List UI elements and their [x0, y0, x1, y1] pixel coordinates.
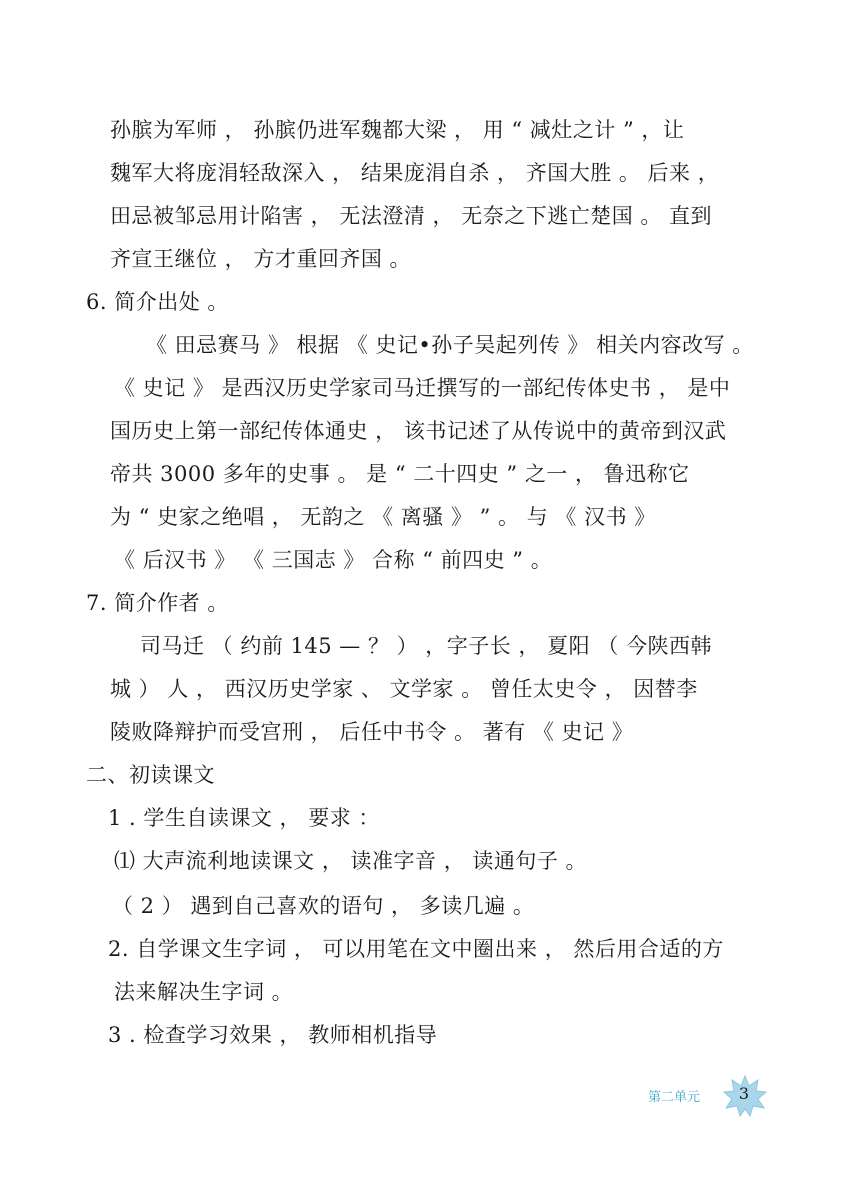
text-line: 2. 自学课文生字词 ， 可以用笔在文中圈出来 ， 然后用合适的方	[108, 937, 724, 961]
text-line: 《 田忌赛马 》 根据 《 史记•孙子吴起列传 》 相关内容改写 。	[146, 333, 754, 357]
text-line: （ 2 ） 遇到自己喜欢的语句 ， 多读几遍 。	[112, 894, 535, 918]
text-line: 孙膑为军师 ， 孙膑仍进军魏都大梁 ， 用 “ 减灶之计 ” ，让	[110, 118, 685, 142]
unit-label: 第二单元	[648, 1090, 701, 1105]
page-number: 3	[738, 1084, 750, 1103]
text-line: 帝共 3000 多年的史事 。 是 “ 二十四史 ” 之一 ， 鲁迅称它	[110, 462, 690, 486]
text-line: 3 . 检查学习效果 ， 教师相机指导	[108, 1023, 438, 1047]
section-item-6: 6. 简介出处 。	[86, 290, 229, 314]
text-line: 《 史记 》 是西汉历史学家司马迁撰写的一部纪传体史书 ， 是中	[114, 376, 731, 400]
text-line: 国历史上第一部纪传体通史 ， 该书记述了从传说中的黄帝到汉武	[110, 419, 727, 443]
text-line: 法来解决生字词 。	[114, 980, 294, 1004]
text-line: ⑴ 大声流利地读课文 ， 读准字音 ， 读通句子 。	[114, 849, 588, 873]
text-line: 为 “ 史家之绝唱 ， 无韵之 《 离骚 》 ” 。 与 《 汉书 》	[110, 505, 656, 529]
text-line: 城 ） 人 ， 西汉历史学家 、 文学家 。 曾任太史令 ， 因替李	[110, 677, 698, 701]
text-line: 陵败降辩护而受宫刑 ， 后任中书令 。 著有 《 史记 》	[110, 720, 634, 744]
text-line: 司马迁 （ 约前 145 — ？ ） ，字子长 ， 夏阳 （ 今陕西韩	[140, 634, 713, 658]
text-line: 田忌被邹忌用计陷害 ， 无法澄清 ， 无奈之下逃亡楚国 。 直到	[110, 204, 713, 228]
section-item-7: 7. 简介作者 。	[86, 591, 229, 615]
text-line: 齐宣王继位 ， 方才重回齐国 。	[110, 247, 412, 271]
text-line: 魏军大将庞涓轻敌深入 ， 结果庞涓自杀 ， 齐国大胜 。 后来 ，	[110, 161, 720, 185]
section-heading: 二、初读课文	[86, 763, 215, 787]
page-number-badge	[722, 1074, 768, 1118]
text-line: 1 . 学生自读课文 ， 要求 ：	[108, 806, 380, 830]
text-line: 《 后汉书 》 《 三国志 》 合称 “ 前四史 ” 。	[114, 548, 553, 572]
